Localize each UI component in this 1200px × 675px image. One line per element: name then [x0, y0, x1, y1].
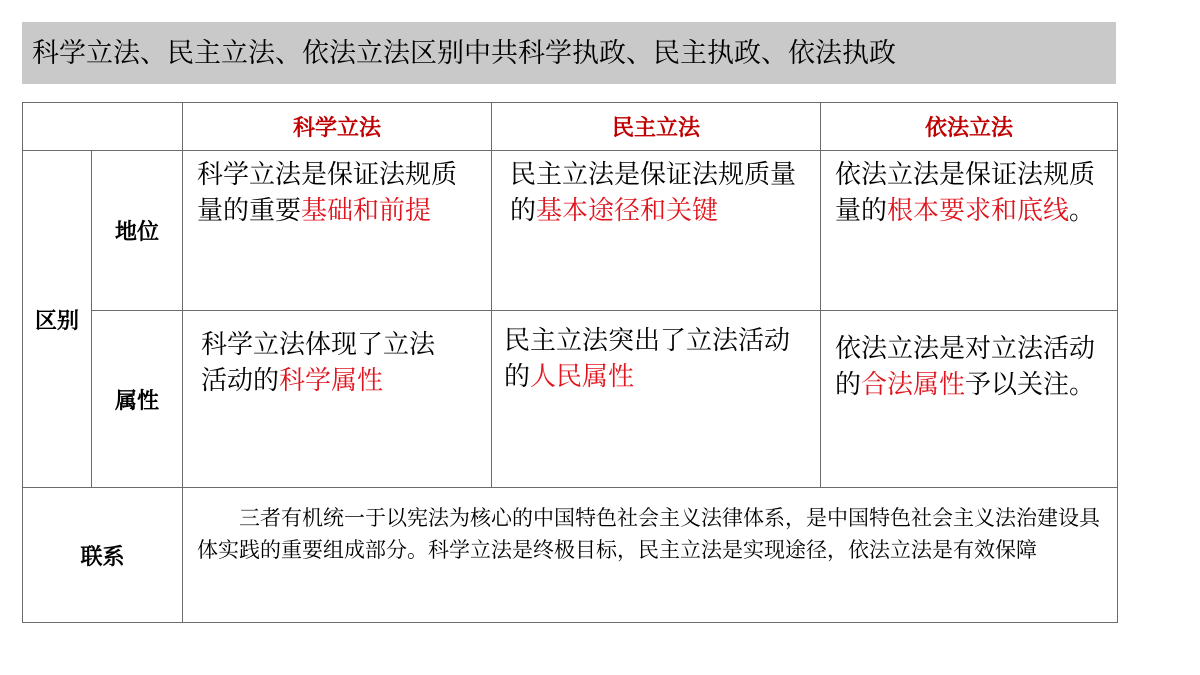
attribute-science-text: 科学立法体现了立法活动的 [201, 330, 436, 396]
slide-title: 科学立法、民主立法、依法立法区别中共科学执政、民主执政、依法执政 [32, 38, 896, 69]
row-label-attribute: 属性 [92, 311, 183, 488]
attribute-science-cell [183, 311, 492, 488]
status-science-highlight: 基础和前提 [301, 196, 432, 226]
title-bar [22, 22, 1116, 84]
header-row [23, 103, 1118, 151]
header-law: 依法立法 [821, 103, 1118, 151]
attribute-law-highlight: 合法属性 [861, 370, 966, 400]
status-law-cell [821, 151, 1118, 311]
attribute-law-cell [821, 311, 1118, 488]
status-democracy-text: 民主立法是保证法规质量的 [510, 160, 797, 226]
status-democracy-cell [492, 151, 821, 311]
attribute-row [23, 311, 1118, 488]
status-law-tail: 。 [1069, 196, 1096, 226]
relation-cell [183, 488, 1118, 623]
status-science-cell [183, 151, 492, 311]
comparison-table [22, 102, 1118, 623]
attribute-democracy-text: 民主立法突出了立法活动的 [504, 326, 791, 392]
row-label-status: 地位 [92, 151, 183, 311]
attribute-democracy-highlight: 人民属性 [530, 362, 635, 392]
attribute-law-tail: 予以关注。 [965, 370, 1096, 400]
status-science-text: 科学立法是保证法规质量的重要 [197, 160, 458, 226]
status-democracy-highlight: 基本途径和关键 [536, 196, 719, 226]
attribute-science-highlight: 科学属性 [279, 366, 384, 396]
corner-cell [23, 103, 183, 151]
row-label-relation: 联系 [23, 488, 183, 623]
attribute-law-text: 依法立法是对立法活动的 [835, 334, 1096, 400]
relation-row [23, 488, 1118, 623]
relation-text: 三者有机统一于以宪法为核心的中国特色社会主义法律体系，是中国特色社会主义法治建设具体实践的重要组成部分。科学立法是终极目标，民主立法是实现途径，依法立法是有效保障 [197, 506, 1100, 562]
row-label-difference: 区别 [23, 151, 92, 488]
status-row [23, 151, 1118, 311]
header-democracy: 民主立法 [492, 103, 821, 151]
status-law-highlight: 根本要求和底线 [887, 196, 1070, 226]
header-science: 科学立法 [183, 103, 492, 151]
attribute-democracy-cell [492, 311, 821, 488]
status-law-text: 依法立法是保证法规质量的 [835, 160, 1096, 226]
